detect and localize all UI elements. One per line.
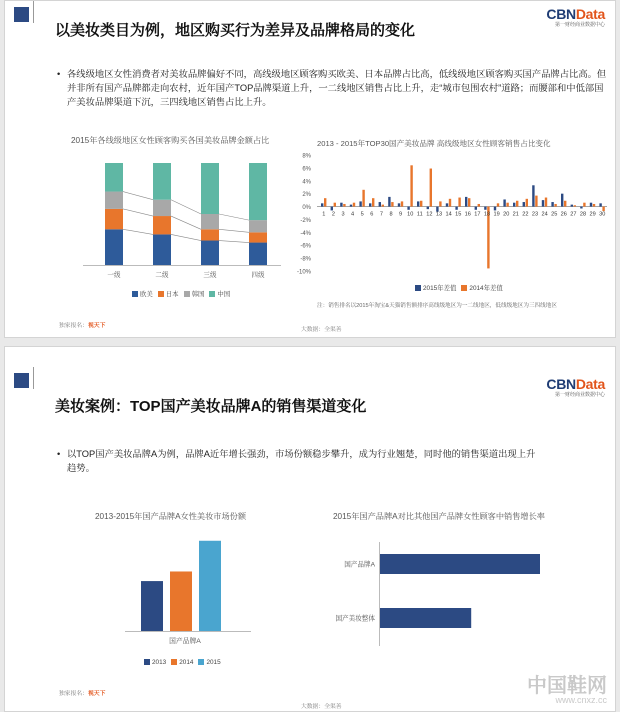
- chart-1-stacked-bar: [71, 151, 293, 285]
- bar: [494, 207, 496, 211]
- bar: [564, 201, 566, 207]
- chart-2-diverging-bar: [295, 149, 611, 281]
- bar: [468, 198, 470, 206]
- x-tick-label: 21: [512, 211, 519, 218]
- connector-line: [171, 216, 201, 229]
- bar: [599, 203, 601, 206]
- slide-1-bullet-text: 各线级地区女性消费者对美妆品牌偏好不同，高线级地区顾客购买欧美、日本品牌占比高，低线级地区顾客购买国产品牌占比高。但并非所有国产品牌都走向农村，近年国产TOP品牌渠道上升，一二线地区销售占比上升，走“城市包围农村”道路；而腰部和中低部国产美妆品牌渠道下沉，三四线地区销售占比上升。: [67, 69, 607, 107]
- bar: [571, 205, 573, 207]
- connector-line: [123, 192, 153, 200]
- y-tick-label: -10%: [296, 269, 311, 276]
- bar-segment: [153, 216, 171, 234]
- bar: [439, 201, 441, 206]
- bar: [362, 190, 364, 207]
- bar-segment: [153, 200, 171, 216]
- tick-label: 四级: [251, 272, 265, 279]
- bar: [475, 207, 477, 210]
- y-tick-label: 8%: [302, 153, 311, 160]
- legend-swatch: [171, 659, 177, 665]
- bar: [324, 198, 326, 206]
- x-tick-label: 12: [426, 211, 433, 218]
- bar: [574, 205, 576, 206]
- x-tick-label: 26: [560, 211, 567, 218]
- bar: [350, 205, 352, 207]
- bar-segment: [249, 220, 267, 232]
- bar: [372, 198, 374, 206]
- x-tick-label: 9: [399, 211, 403, 218]
- bar: [369, 203, 371, 206]
- y-tick-label: -6%: [300, 243, 311, 250]
- chart-2-legend: [410, 283, 503, 292]
- slide-1: [4, 0, 616, 338]
- legend-label: 2014: [179, 659, 194, 666]
- bullet-dot: •: [57, 69, 61, 79]
- bar: [526, 199, 528, 207]
- slide-1-source: [59, 320, 105, 329]
- bar-segment: [249, 163, 267, 220]
- x-tick-label: 30: [599, 211, 606, 218]
- x-tick-label: 18: [483, 211, 491, 218]
- divider: [33, 1, 34, 23]
- logo-subtitle: 第一财经商业数据中心: [554, 392, 605, 398]
- bar: [170, 571, 192, 631]
- title-marker: [14, 7, 29, 22]
- bar: [446, 203, 448, 206]
- bar: [141, 581, 163, 631]
- bar: [523, 202, 525, 207]
- connector-line: [219, 241, 249, 243]
- y-tick-label: -2%: [300, 217, 311, 224]
- bar: [331, 207, 333, 211]
- chart-1-legend: [127, 289, 230, 298]
- legend-swatch: [184, 291, 190, 297]
- legend-label: 欧美: [140, 291, 153, 298]
- legend-swatch: [144, 659, 150, 665]
- legend-swatch: [132, 291, 138, 297]
- x-tick-label: 2: [331, 211, 335, 218]
- bar-segment: [249, 243, 267, 265]
- x-tick-label: 15: [455, 211, 462, 218]
- x-tick-label: 19: [493, 211, 500, 218]
- connector-line: [171, 234, 201, 240]
- cbndata-logo: [546, 7, 605, 28]
- x-tick-label: 国产品牌A: [169, 638, 201, 645]
- slide-1-title: 以美妆类目为例，地区购买行为差异及品牌格局的变化: [55, 22, 416, 39]
- y-tick-label: 国产品牌A: [344, 561, 375, 569]
- logo-data: Data: [575, 376, 605, 392]
- bar: [554, 204, 556, 207]
- bar: [343, 204, 345, 207]
- tick-label: 二级: [155, 272, 169, 279]
- bar: [580, 207, 582, 209]
- chart-4-horizontal-bar: [315, 542, 575, 648]
- chart-3-column: [101, 529, 281, 649]
- y-tick-label: -4%: [300, 230, 311, 237]
- x-tick-label: 11: [416, 211, 423, 218]
- legend-label: 2014年差值: [469, 285, 503, 292]
- bar: [583, 203, 585, 207]
- source-brand: 视天下: [88, 323, 106, 329]
- connector-line: [219, 214, 249, 220]
- chart-3-title: 2013-2015年国产品牌A女性美妆市场份额: [95, 512, 247, 521]
- bar-segment: [201, 214, 219, 229]
- chart-2-title: 2013 - 2015年TOP30国产美妆品牌 高线级地区女性顾客销售占比变化: [317, 139, 551, 148]
- bar: [417, 201, 419, 206]
- slide-2-title: 美妆案例：TOP国产美妆品牌A的销售渠道变化: [55, 398, 367, 415]
- x-tick-label: 6: [370, 211, 374, 218]
- bar: [545, 198, 547, 207]
- y-tick-label: 国产美妆整体: [335, 615, 375, 623]
- x-tick-label: 3: [341, 211, 345, 218]
- bar: [380, 608, 471, 628]
- bar: [334, 203, 336, 207]
- legend-swatch: [461, 285, 467, 291]
- bar: [321, 203, 323, 206]
- x-tick-label: 27: [570, 211, 577, 218]
- bar-segment: [153, 163, 171, 200]
- connector-line: [123, 229, 153, 234]
- logo-cbn: CBN: [546, 376, 576, 392]
- bar: [561, 194, 563, 207]
- bar: [388, 197, 390, 207]
- bar: [407, 207, 409, 210]
- connector-line: [171, 200, 201, 214]
- bar-segment: [201, 229, 219, 240]
- bar: [420, 201, 422, 207]
- chart-4-title: 2015年国产品牌A对比其他国产品牌女性顾客中销售增长率: [333, 512, 545, 521]
- x-tick-label: 23: [531, 211, 539, 218]
- bar: [380, 554, 540, 574]
- slide-2-big-data: 大数据：全渠善: [301, 704, 342, 710]
- legend-label: 2015: [206, 659, 221, 666]
- y-tick-label: 2%: [302, 192, 311, 199]
- bar: [478, 204, 480, 207]
- legend-swatch: [198, 659, 204, 665]
- slide-2-bullet-text: 以TOP国产美妆品牌A为例，品牌A近年增长强劲，市场份额稳步攀升，成为行业翘楚，同时他的销售渠道出现上升趋势。: [67, 449, 536, 473]
- bar-segment: [105, 229, 123, 265]
- x-tick-label: 29: [589, 211, 596, 218]
- x-tick-label: 20: [503, 211, 510, 218]
- slide-2-source: [59, 688, 105, 697]
- chart-1-title: 2015年各线级地区女性顾客购买各国美妆品牌金额占比: [71, 136, 270, 145]
- x-tick-label: 5: [360, 211, 364, 218]
- bar: [410, 165, 412, 206]
- source-brand: 视天下: [88, 691, 106, 697]
- slide-1-big-data: 大数据：全渠善: [301, 327, 342, 333]
- y-tick-label: 6%: [302, 166, 311, 173]
- legend-label: 韩国: [191, 291, 205, 298]
- bar-segment: [153, 234, 171, 265]
- bar: [590, 203, 592, 207]
- tick-label: 一级: [107, 272, 121, 279]
- x-tick-label: 28: [579, 211, 587, 218]
- chart-2-note: 注：销售排名以2015年淘宝&天猫销售额排序高线级地区为一二线地区，低线级地区为三四线地区: [317, 303, 557, 309]
- legend-label: 2013: [152, 659, 167, 666]
- x-tick-label: 1: [322, 211, 326, 218]
- bar: [503, 199, 505, 206]
- bar: [532, 185, 534, 206]
- bar: [513, 203, 515, 207]
- bar-segment: [105, 192, 123, 209]
- legend-swatch: [415, 285, 421, 291]
- bar: [542, 200, 544, 206]
- bar-segment: [201, 241, 219, 265]
- legend-swatch: [209, 291, 215, 297]
- bar: [455, 207, 457, 210]
- x-tick-label: 10: [407, 211, 414, 218]
- source-label: 独家报名：: [59, 323, 88, 329]
- slide-2: [4, 346, 616, 712]
- x-tick-label: 14: [445, 211, 452, 218]
- bar-segment: [105, 209, 123, 229]
- bar: [382, 205, 384, 207]
- bar: [551, 202, 553, 207]
- bar: [465, 197, 467, 207]
- bar: [340, 203, 342, 207]
- watermark-main: 中国鞋网: [527, 675, 607, 697]
- bar: [458, 198, 460, 207]
- x-tick-label: 25: [551, 211, 558, 218]
- title-marker: [14, 373, 29, 388]
- bar-segment: [249, 232, 267, 242]
- x-tick-label: 13: [435, 211, 443, 218]
- bar: [353, 203, 355, 207]
- slide-1-bullet: [57, 67, 607, 109]
- bar: [430, 169, 432, 207]
- bar-segment: [105, 163, 123, 192]
- bar: [199, 541, 221, 631]
- tick-label: 三级: [203, 272, 217, 279]
- source-label: 独家报名：: [59, 691, 88, 697]
- bar: [449, 199, 451, 207]
- x-tick-label: 8: [389, 211, 393, 218]
- logo-cbn: CBN: [546, 6, 576, 22]
- bar: [427, 207, 429, 210]
- bar: [401, 201, 403, 206]
- slide-2-bullet: [57, 447, 537, 475]
- bar: [602, 207, 604, 212]
- legend-label: 日本: [165, 291, 179, 298]
- bar: [391, 202, 393, 207]
- x-tick-label: 16: [464, 211, 471, 218]
- connector-line: [123, 209, 153, 216]
- divider: [33, 367, 34, 389]
- watermark-url: www.cnxz.cc: [555, 695, 607, 705]
- bar: [535, 196, 537, 207]
- bar: [379, 202, 381, 207]
- x-tick-label: 24: [541, 211, 548, 218]
- bar: [398, 203, 400, 206]
- x-tick-label: 4: [351, 211, 355, 218]
- bar: [484, 207, 486, 210]
- x-tick-label: 22: [522, 211, 529, 218]
- chart-3-legend: [139, 659, 221, 666]
- bar: [593, 204, 595, 207]
- cbndata-logo: [546, 377, 605, 398]
- connector-line: [219, 229, 249, 232]
- logo-subtitle: 第一财经商业数据中心: [554, 22, 605, 28]
- bullet-dot: •: [57, 449, 61, 459]
- legend-label: 中国: [217, 291, 231, 298]
- watermark: [527, 676, 607, 705]
- x-tick-label: 17: [474, 211, 481, 218]
- y-tick-label: 4%: [302, 179, 311, 186]
- bar: [516, 201, 518, 207]
- y-tick-label: 0%: [302, 205, 311, 212]
- x-tick-label: 7: [379, 211, 383, 218]
- legend-label: 2015年差值: [423, 285, 457, 292]
- bar: [506, 203, 508, 207]
- y-tick-label: -8%: [300, 256, 311, 263]
- bar: [359, 201, 361, 206]
- bar-segment: [201, 163, 219, 214]
- bar: [497, 203, 499, 206]
- legend-swatch: [158, 291, 164, 297]
- logo-data: Data: [575, 6, 605, 22]
